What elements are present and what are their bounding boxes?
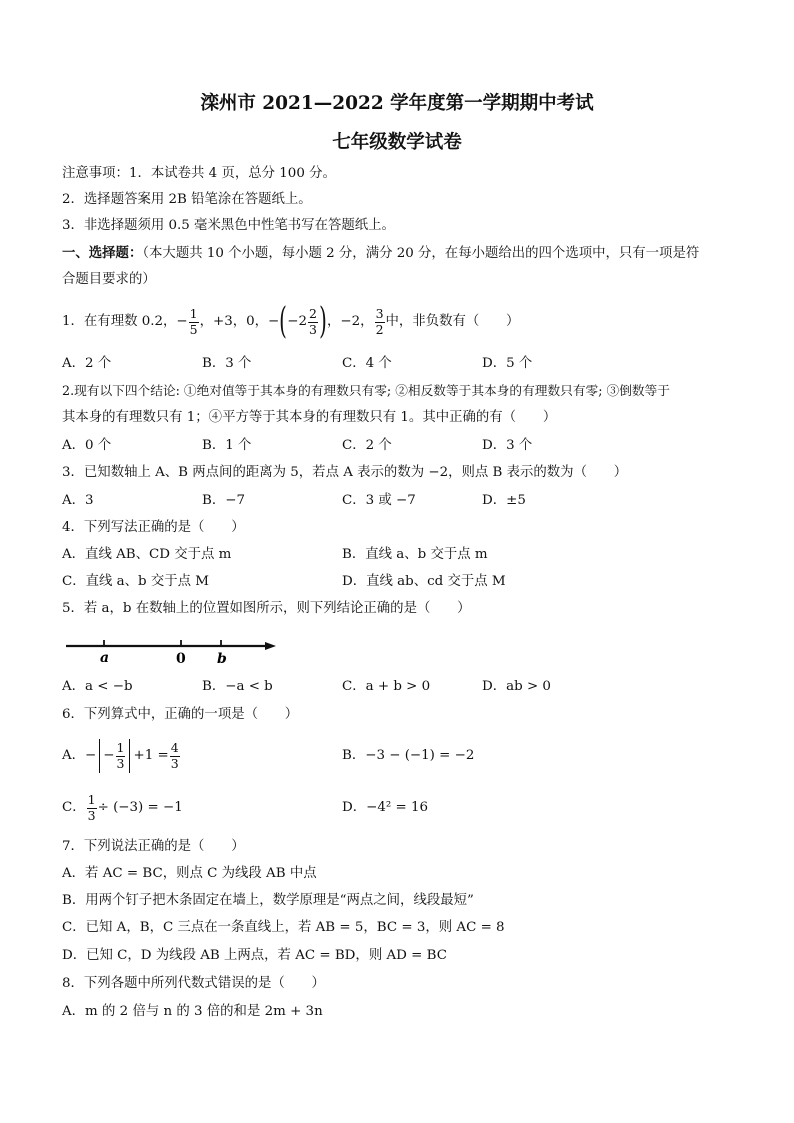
q2-option-d[interactable]: D．3 个 <box>482 438 533 453</box>
label-0: 0 <box>176 651 186 666</box>
q3-option-c[interactable]: C．3 或 −7 <box>342 493 416 508</box>
q1-text-a: 1．在有理数 0.2，− <box>62 314 188 329</box>
q1-fraction-1 <box>189 308 199 336</box>
q6-a-mid: +1 = <box>133 748 169 763</box>
q6-a-fraction <box>116 742 126 770</box>
section-1-heading: 一、选择题： <box>62 245 143 261</box>
q2-option-c[interactable]: C．2 个 <box>342 438 392 453</box>
q1-option-b[interactable]: B．3 个 <box>202 356 252 371</box>
q6-a-inner: − <box>103 748 115 763</box>
q1-f1-num: 1 <box>189 306 198 321</box>
q6-c-prefix: C． <box>62 800 86 815</box>
note-2: 2．选择题答案用 2B 铅笔涂在答题纸上。 <box>62 192 312 207</box>
q6-a-result <box>170 742 180 770</box>
q1-right-paren: ) <box>319 301 327 342</box>
question-3-stem: 3．已知数轴上 A、B 两点间的距离为 5，若点 A 表示的数为 −2，则点 B 表示的数为（ ） <box>62 465 628 480</box>
q6-a-abs-left <box>99 739 100 773</box>
q8-option-a[interactable]: A．m 的 2 倍与 n 的 3 倍的和是 2m + 3n <box>62 1004 323 1019</box>
question-2-stem: 2.现有以下四个结论: ①绝对值等于其本身的有理数只有零; ②相反数等于其本身的有理数只有零; ③倒数等于 <box>62 383 670 398</box>
q1-text-b: ，+3，0，− <box>199 314 280 329</box>
q6-option-b[interactable]: B．−3 − (−1) = −2 <box>342 748 475 763</box>
q6-a-r-num: 4 <box>170 740 179 755</box>
note-1: 注意事项：1．本试卷共 4 页，总分 100 分。 <box>62 166 336 181</box>
q1-fraction-2 <box>308 308 318 336</box>
q5-option-d[interactable]: D．ab > 0 <box>482 679 551 694</box>
q6-c-f-den: 3 <box>87 807 96 823</box>
number-line-arrow <box>265 642 276 650</box>
question-6-stem: 6．下列算式中，正确的一项是（ ） <box>62 707 299 722</box>
section-1-desc: （本大题共 10 个小题，每小题 2 分，满分 20 分，在每小题给出的四个选项中，只有一项是符 <box>142 246 700 261</box>
question-8-stem: 8．下列各题中所列代数式错误的是（ ） <box>62 976 325 991</box>
q6-a-abs-right <box>129 739 130 773</box>
q1-option-d[interactable]: D．5 个 <box>482 356 533 371</box>
q3-option-a[interactable]: A．3 <box>62 493 94 508</box>
question-2-stem-cont: 其本身的有理数只有 1；④平方等于其本身的有理数只有 1。其中正确的有（ ） <box>62 410 557 425</box>
q5-number-line <box>62 632 292 666</box>
q1-text-c: ，−2， <box>327 314 374 329</box>
q6-a-f-den: 3 <box>116 755 125 771</box>
q1-f1-den: 5 <box>189 321 198 337</box>
q1-left-paren: ( <box>279 301 288 342</box>
section-1-desc-cont: 合题目要求的） <box>62 272 156 287</box>
q6-a-r-den: 3 <box>170 755 179 771</box>
q2-option-a[interactable]: A．0 个 <box>62 438 112 453</box>
q1-option-c[interactable]: C．4 个 <box>342 356 392 371</box>
note-3: 3．非选择题须用 0.5 毫米黑色中性笔书写在答题纸上。 <box>62 218 395 233</box>
q6-a-f-num: 1 <box>116 740 125 755</box>
q1-f3-num: 3 <box>375 306 384 321</box>
section-1-intro <box>62 243 699 264</box>
q6-option-a[interactable] <box>62 734 181 778</box>
q4-option-d[interactable]: D．直线 ab、cd 交于点 M <box>342 574 506 589</box>
q5-option-b[interactable]: B．−a < b <box>202 679 273 694</box>
q7-option-d[interactable]: D．已知 C，D 为线段 AB 上两点，若 AC = BD，则 AD = BC <box>62 948 447 963</box>
q6-c-fraction <box>87 794 97 822</box>
q4-option-a[interactable]: A．直线 AB、CD 交于点 m <box>62 547 232 562</box>
q7-option-c[interactable]: C．已知 A，B，C 三点在一条直线上，若 AB = 5，BC = 3，则 AC = 8 <box>62 920 505 935</box>
q1-f3-den: 2 <box>375 321 384 337</box>
q1-inner: −2 <box>287 314 308 329</box>
q6-option-c[interactable] <box>62 786 183 830</box>
question-4-stem: 4．下列写法正确的是（ ） <box>62 520 245 535</box>
q1-fraction-3 <box>375 308 385 336</box>
q3-option-d[interactable]: D．±5 <box>482 493 526 508</box>
q2-option-b[interactable]: B．1 个 <box>202 438 252 453</box>
question-7-stem: 7．下列说法正确的是（ ） <box>62 839 245 854</box>
q1-option-a[interactable]: A．2 个 <box>62 356 112 371</box>
q5-option-a[interactable]: A．a < −b <box>62 679 133 694</box>
q1-f2-den: 3 <box>309 321 317 337</box>
q6-a-prefix: A．− <box>62 748 97 763</box>
q7-option-b[interactable]: B．用两个钉子把木条固定在墙上，数学原理是“两点之间，线段最短” <box>62 893 474 908</box>
q6-c-f-num: 1 <box>87 792 96 807</box>
q4-option-b[interactable]: B．直线 a、b 交于点 m <box>342 547 488 562</box>
question-5-stem: 5．若 a，b 在数轴上的位置如图所示，则下列结论正确的是（ ） <box>62 601 471 616</box>
exam-title: 滦州市 2021—2022 学年度第一学期期中考试 <box>200 93 594 114</box>
q1-text-d: 中，非负数有（ ） <box>385 314 520 329</box>
q1-f2-num: 2 <box>309 306 317 321</box>
q3-option-b[interactable]: B．−7 <box>202 493 245 508</box>
q7-option-a[interactable]: A．若 AC = BC，则点 C 为线段 AB 中点 <box>62 866 317 881</box>
exam-subtitle: 七年级数学试卷 <box>332 132 462 153</box>
q6-option-d[interactable]: D．−4² = 16 <box>342 800 429 815</box>
question-1-stem <box>62 300 519 344</box>
q5-option-c[interactable]: C．a + b > 0 <box>342 679 431 694</box>
label-a: a <box>100 650 110 666</box>
q6-c-post: ÷ (−3) = −1 <box>97 800 183 815</box>
q4-option-c[interactable]: C．直线 a、b 交于点 M <box>62 574 210 589</box>
label-b: b <box>217 651 227 666</box>
